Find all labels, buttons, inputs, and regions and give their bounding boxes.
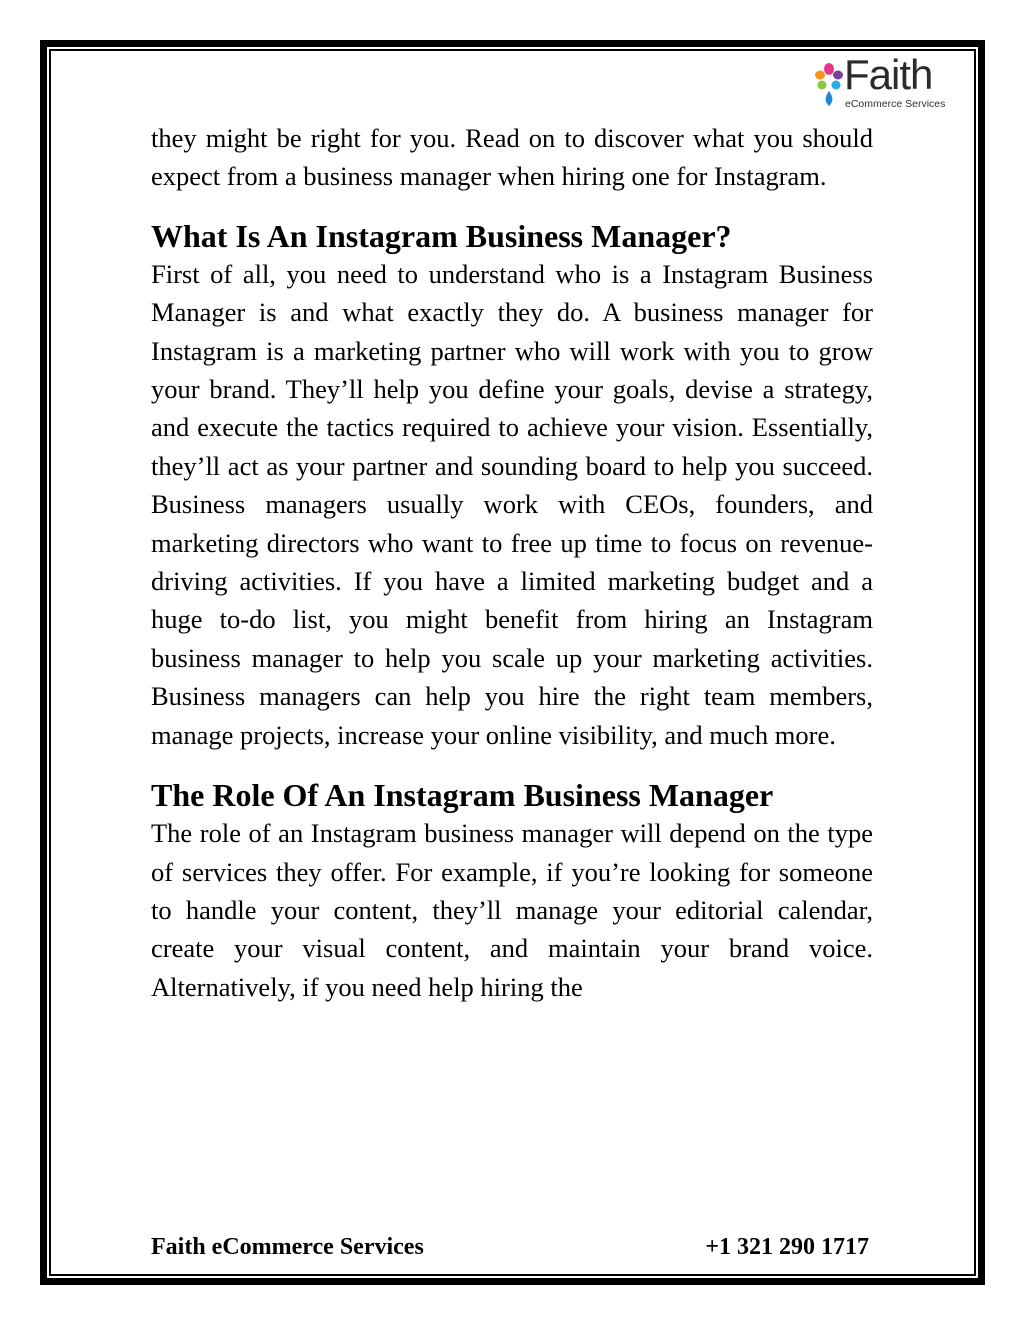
section-heading-role: The Role Of An Instagram Business Manager [151,777,774,814]
footer-phone: +1 321 290 1717 [705,1234,869,1260]
faith-logo [814,51,964,122]
flower-icon [814,62,844,110]
logo-tagline: eCommerce Services [845,98,946,110]
intro-paragraph: they might be right for you. Read on to discover what you should expect from a business manager when hiring one for Instagram. [151,123,873,192]
section-paragraph-what-is: First of all, you need to understand who is a Instagram Business Manager is and what exactly they do. A business manager for Instagram is a marketing partner who will work with you to grow your brand. They’ll help you define your goals, devise a strategy, and execute the tactics required to achieve your vision. Essentially, they’ll act as your partner and sounding board to help you succeed. Business managers usually work with CEOs, founders, and marketing directors who want to free up time to focus on revenue-driving activities. If you have a limited marketing budget and a huge to-do list, you might benefit from hiring an Instagram business manager to help you scale up your marketing activities. Business managers can help you hire the right team members, manage projects, increase your online visibility, and much more. [151,258,873,750]
section-heading-what-is: What Is An Instagram Business Manager? [151,217,732,254]
footer-company: Faith eCommerce Services [151,1234,424,1260]
document-body [151,119,873,1006]
section-paragraph-role: The role of an Instagram business manager will depend on the type of services they offer. For example, if you’re looking for someone to handle your content, they’ll manage your editorial calendar, create your visual content, and maintain your brand voice. Alternatively, if you need help hiring the [151,818,873,1002]
logo-wordmark: Faith [844,51,933,98]
